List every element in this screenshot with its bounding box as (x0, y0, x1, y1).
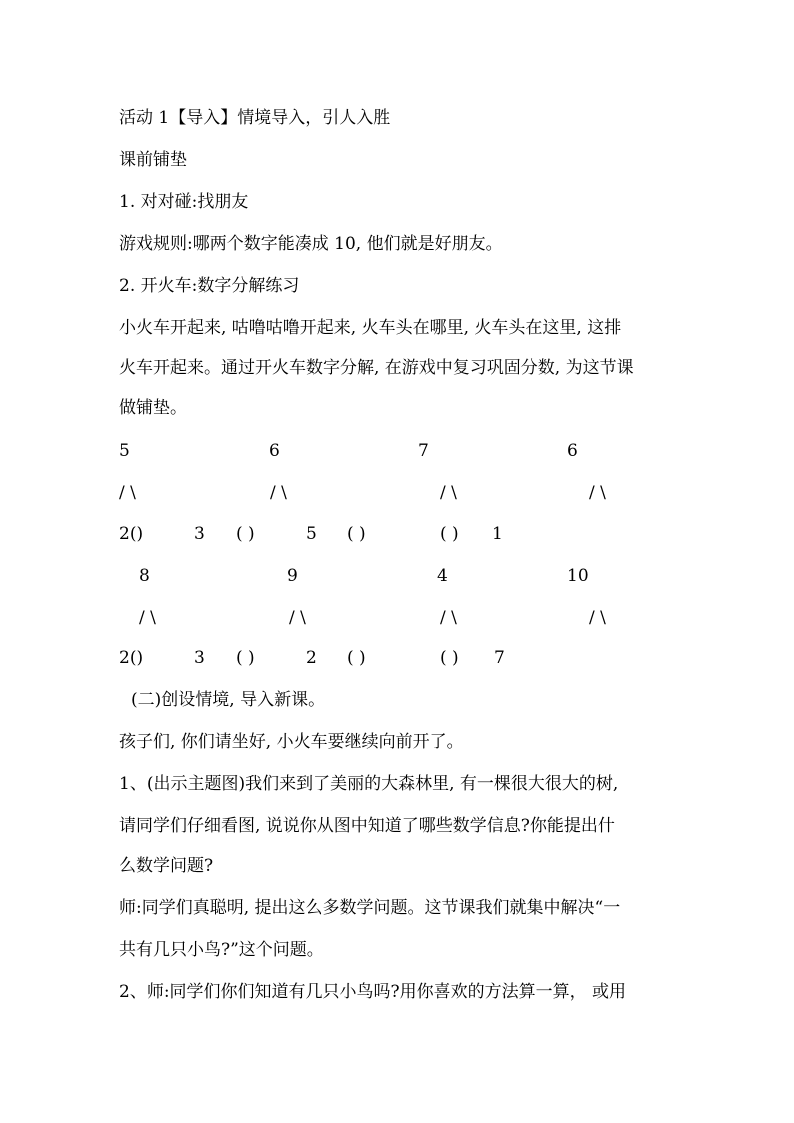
top-number: 4 (437, 566, 448, 586)
answer-blank: ( ) (347, 524, 366, 544)
branch-lines: / \ (289, 608, 306, 628)
exercise-row-2-branches (0, 607, 794, 629)
game-rule: 游戏规则:哪两个数字能凑成 10, 他们就是好朋友。 (119, 234, 503, 254)
step-1-title: 1. 对对碰:找朋友 (119, 192, 249, 212)
top-number: 9 (287, 566, 298, 586)
step-1-line-3: 么数学问题? (119, 856, 214, 876)
step-1-line-2: 请同学们仔细看图, 说说你从图中知道了哪些数学信息?你能提出什 (119, 816, 615, 836)
exercise-row-2-tops (0, 565, 794, 587)
exercise-row-1-branches (0, 482, 794, 504)
part-value: 7 (494, 648, 505, 668)
train-paragraph-line-2: 火车开起来。通过开火车数字分解, 在游戏中复习巩固分数, 为这节课 (119, 358, 634, 378)
top-number: 7 (418, 441, 429, 461)
teacher-line-2: 共有几只小鸟?”这个问题。 (119, 940, 324, 960)
branch-lines: / \ (440, 483, 457, 503)
exercise-row-2-parts (0, 647, 794, 669)
top-number: 10 (567, 566, 589, 586)
part-value: 5 (306, 524, 317, 544)
activity-heading: 活动 1【导入】情境导入，引人入胜 (119, 108, 391, 128)
answer-blank: ( ) (440, 648, 459, 668)
top-number: 6 (269, 441, 280, 461)
answer-blank: ( ) (347, 648, 366, 668)
teacher-line-1: 师:同学们真聪明, 提出这么多数学问题。这节课我们就集中解决“一 (119, 898, 621, 918)
answer-blank: ( ) (236, 648, 255, 668)
answer-blank: ( ) (440, 524, 459, 544)
exercise-row-1-tops (0, 440, 794, 462)
branch-lines: / \ (139, 608, 156, 628)
part-value: 2 (306, 648, 317, 668)
part-value: 1 (492, 524, 503, 544)
branch-lines: / \ (119, 483, 136, 503)
step-1-line-1: 1、(出示主题图)我们来到了美丽的大森林里, 有一棵很大很大的树, (119, 774, 619, 794)
section-heading: (二)创设情境, 导入新课。 (131, 690, 326, 710)
step-2-title: 2. 开火车:数字分解练习 (119, 276, 300, 296)
train-paragraph-line-1: 小火车开起来, 咕噜咕噜开起来, 火车头在哪里, 火车头在这里, 这排 (119, 318, 622, 338)
answer-blank: ( ) (236, 524, 255, 544)
part-value: 3 (194, 524, 205, 544)
intro-sentence: 孩子们, 你们请坐好, 小火车要继续向前开了。 (119, 732, 464, 752)
branch-lines: / \ (440, 608, 457, 628)
branch-lines: / \ (270, 483, 287, 503)
top-number: 8 (139, 566, 150, 586)
part-value: 3 (194, 648, 205, 668)
top-number: 6 (567, 441, 578, 461)
step-2-line-1: 2、师:同学们你们知道有几只小鸟吗?用你喜欢的方法算一算， 或用 (119, 982, 627, 1002)
exercise-row-1-parts (0, 523, 794, 545)
train-paragraph-line-3: 做铺垫。 (119, 398, 187, 418)
branch-lines: / \ (589, 483, 606, 503)
section-label: 课前铺垫 (119, 150, 187, 170)
part-value: 2() (119, 524, 144, 544)
branch-lines: / \ (589, 608, 606, 628)
part-value: 2() (119, 648, 144, 668)
top-number: 5 (119, 441, 130, 461)
